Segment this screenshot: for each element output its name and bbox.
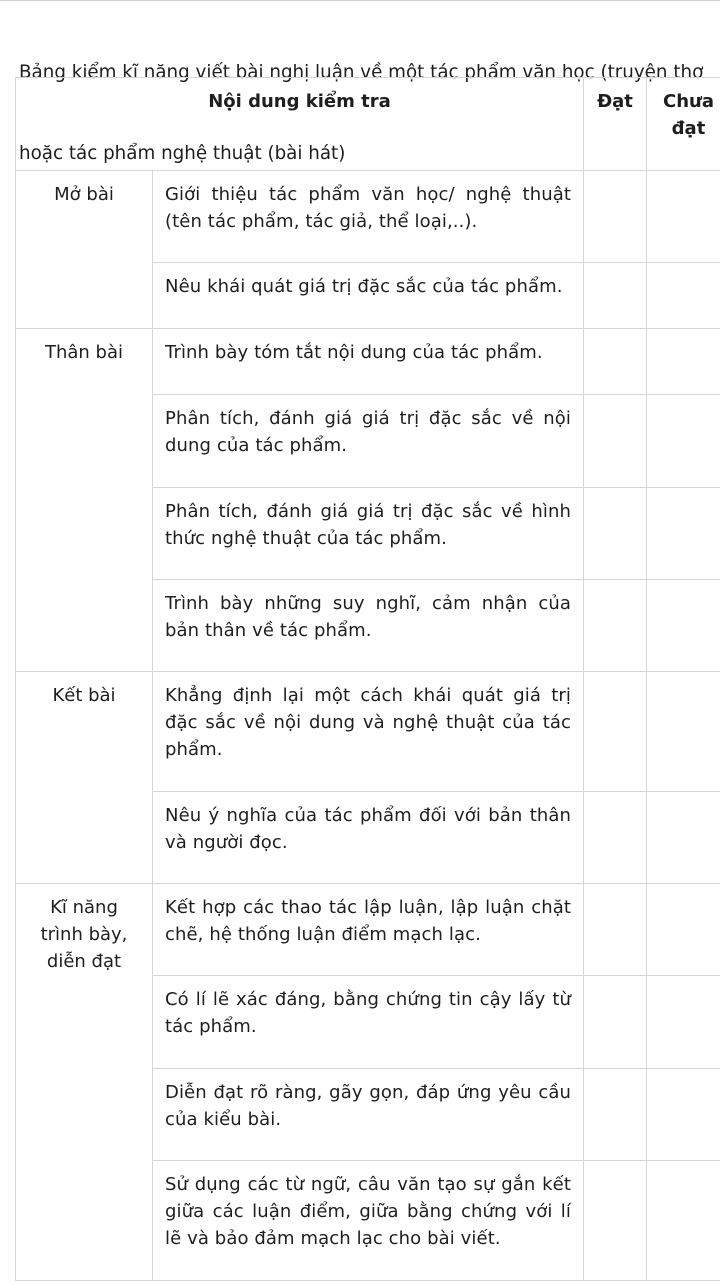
intro-line-2: hoặc tác phẩm nghệ thuật (bài hát) [19,143,346,164]
skill-checklist-table [15,77,720,1281]
fail-checkbox-cell[interactable] [647,395,720,488]
pass-checkbox-cell[interactable] [584,329,647,395]
pass-checkbox-cell[interactable] [584,884,647,976]
table-row [16,171,720,263]
section-body: Thân bài [16,329,153,672]
section-skills: Kĩ năng trình bày, diễn đạt [16,884,153,1281]
fail-checkbox-cell[interactable] [647,1069,720,1161]
header-fail-label: Chưa đạt [663,91,714,139]
criterion-item: Diễn đạt rõ ràng, gãy gọn, đáp ứng yêu cầu của kiểu bài. [153,1069,584,1161]
criterion-item: Giới thiệu tác phẩm văn học/ nghệ thuật (tên tác phẩm, tác giả, thể loại,..). [153,171,584,263]
criterion-item: Nêu khái quát giá trị đặc sắc của tác phẩm. [153,263,584,329]
table-row [16,672,720,792]
criterion-item: Khẳng định lại một cách khái quát giá trị đặc sắc về nội dung và nghệ thuật của tác phẩm. [153,672,584,792]
criterion-item: Nêu ý nghĩa của tác phẩm đối với bản thân và người đọc. [153,792,584,884]
criterion-item: Trình bày những suy nghĩ, cảm nhận của bản thân về tác phẩm. [153,580,584,672]
pass-checkbox-cell[interactable] [584,580,647,672]
pass-checkbox-cell[interactable] [584,792,647,884]
top-divider [0,0,720,1]
fail-checkbox-cell[interactable] [647,263,720,329]
header-fail [647,78,720,171]
fail-checkbox-cell[interactable] [647,1161,720,1281]
header-pass: Đạt [584,78,647,171]
pass-checkbox-cell[interactable] [584,672,647,792]
fail-checkbox-cell[interactable] [647,580,720,672]
criterion-item: Phân tích, đánh giá giá trị đặc sắc về hình thức nghệ thuật của tác phẩm. [153,488,584,580]
fail-checkbox-cell[interactable] [647,488,720,580]
header-row [16,78,720,171]
section-conclusion: Kết bài [16,672,153,884]
fail-checkbox-cell[interactable] [647,792,720,884]
pass-checkbox-cell[interactable] [584,395,647,488]
pass-checkbox-cell[interactable] [584,171,647,263]
table-row [16,884,720,976]
pass-checkbox-cell[interactable] [584,488,647,580]
header-content: Nội dung kiểm tra [16,78,584,171]
criterion-item: Sử dụng các từ ngữ, câu văn tạo sự gắn kết giữa các luận điểm, giữa bằng chứng với lí lẽ và bảo đảm mạch lạc cho bài viết. [153,1161,584,1281]
table-row [16,329,720,395]
fail-checkbox-cell[interactable] [647,884,720,976]
pass-checkbox-cell[interactable] [584,1161,647,1281]
pass-checkbox-cell[interactable] [584,1069,647,1161]
criterion-item: Có lí lẽ xác đáng, bằng chứng tin cậy lấy từ tác phẩm. [153,976,584,1069]
criterion-item: Phân tích, đánh giá giá trị đặc sắc về nội dung của tác phẩm. [153,395,584,488]
fail-checkbox-cell[interactable] [647,171,720,263]
criterion-item: Kết hợp các thao tác lập luận, lập luận chặt chẽ, hệ thống luận điểm mạch lạc. [153,884,584,976]
fail-checkbox-cell[interactable] [647,976,720,1069]
pass-checkbox-cell[interactable] [584,976,647,1069]
fail-checkbox-cell[interactable] [647,672,720,792]
criterion-item: Trình bày tóm tắt nội dung của tác phẩm. [153,329,584,395]
fail-checkbox-cell[interactable] [647,329,720,395]
section-intro: Mở bài [16,171,153,329]
pass-checkbox-cell[interactable] [584,263,647,329]
intro-line-1: Bảng kiểm kĩ năng viết bài nghị luận về một tác phẩm văn học (truyện thơ [19,62,704,83]
